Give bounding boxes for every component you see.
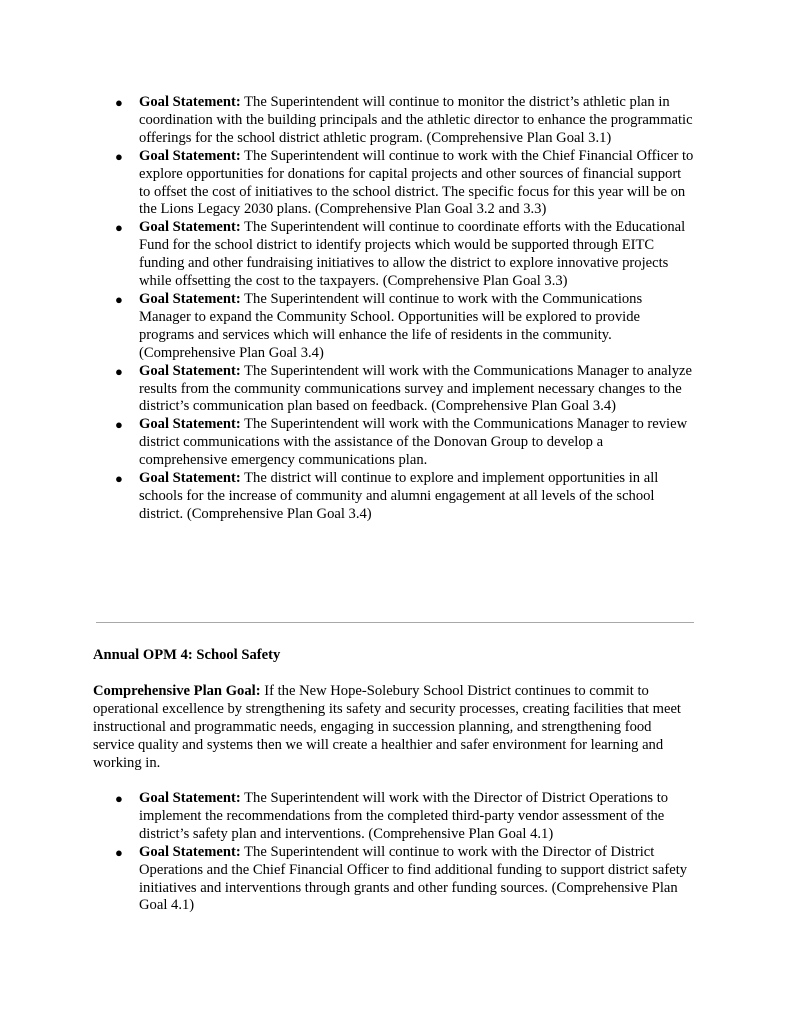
bullet-icon: ● bbox=[115, 417, 123, 433]
goal-text: The district will continue to explore and implement opportunities in all schools for the increase of community and alumni engagement at all levels of the school district. (Comprehensive Plan Goal 3.4) bbox=[139, 470, 659, 522]
bullet-icon: ● bbox=[115, 291, 123, 307]
goal-text: The Superintendent will continue to work with the Communications Manager to expand the Community School. Opportunities will be explored to provide programs and services which will enhance the life of residents in the community. (Comprehensive Plan Goal 3.4) bbox=[139, 290, 643, 361]
goal-text: The Superintendent will work with the Director of District Operations to implement the recommendations from the completed third-party vendor assessment of the district’s safety plan and interventions. (Comprehensive Plan Goal 4.1) bbox=[139, 790, 669, 842]
goal-label: Goal Statement: bbox=[139, 290, 241, 307]
goal-item bbox=[115, 470, 695, 524]
bullet-icon: ● bbox=[115, 148, 123, 164]
goal-label: Goal Statement: bbox=[139, 416, 241, 433]
goal-list-community bbox=[115, 94, 695, 524]
goal-label: Goal Statement: bbox=[139, 470, 241, 487]
goal-label: Goal Statement: bbox=[139, 219, 241, 236]
goal-item bbox=[115, 843, 695, 916]
goal-label: Goal Statement: bbox=[139, 362, 241, 379]
goal-text: The Superintendent will continue to coordinate efforts with the Educational Fund for the school district to identify projects which would be supported through EITC funding and other fundraising initiatives to allow the district to explore innovative projects while offsetting the cost to the taxpayers. (Comprehensive Plan Goal 3.3) bbox=[139, 219, 686, 290]
goal-item bbox=[115, 416, 695, 470]
bullet-icon: ● bbox=[115, 791, 123, 806]
bullet-icon: ● bbox=[115, 844, 123, 860]
bullet-icon: ● bbox=[115, 95, 123, 110]
goal-text: The Superintendent will continue to work with the Director of District Operations and the Chief Financial Officer to find additional funding to support district safety initiatives and interventions through grants and other funding sources. (Comprehensive Plan Goal 4.1) bbox=[139, 843, 688, 914]
goal-label: Goal Statement: bbox=[139, 843, 241, 860]
goal-list-safety bbox=[115, 790, 695, 915]
plan-goal-label: Comprehensive Plan Goal: bbox=[93, 683, 261, 699]
goal-item bbox=[115, 147, 695, 220]
goal-label: Goal Statement: bbox=[139, 790, 241, 806]
goal-label: Goal Statement: bbox=[139, 147, 241, 164]
goal-text: The Superintendent will continue to work with the Chief Financial Officer to explore opportunities for donations for capital projects and other sources of financial support to offset the cost of initiatives to the school district. The specific focus for this year will be on the Lions Legacy 2030 plans. (Comprehensive Plan Goal 3.2 and 3.3) bbox=[139, 147, 694, 218]
goal-text: The Superintendent will continue to monitor the district’s athletic plan in coordination with the building principals and the athletic director to enhance the programmatic offerings for the school district athletic program. (Comprehensive Plan Goal 3.1) bbox=[139, 94, 693, 146]
bullet-icon: ● bbox=[115, 220, 123, 236]
goal-item bbox=[115, 94, 695, 148]
bullet-icon: ● bbox=[115, 363, 123, 379]
section-divider bbox=[96, 622, 694, 623]
goal-text: The Superintendent will work with the Communications Manager to review district communications with the assistance of the Donovan Group to develop a comprehensive emergency communications plan. bbox=[139, 416, 688, 469]
bullet-icon: ● bbox=[115, 471, 123, 487]
comprehensive-plan-goal bbox=[93, 683, 695, 773]
goal-item bbox=[115, 362, 695, 417]
goal-text: The Superintendent will work with the Communications Manager to analyze results from the community communications survey and implement necessary changes to the district’s communication plan based on feedback. (Comprehensive Plan Goal 3.4) bbox=[139, 362, 692, 415]
goal-item bbox=[115, 219, 695, 291]
goal-label: Goal Statement: bbox=[139, 94, 241, 110]
plan-goal-text: If the New Hope-Solebury School District continues to commit to operational excellence by strengthening its safety and security processes, creating facilities that meet instructional and programmatic needs, engaging in succession planning, and strengthening food service quality and systems then we will create a healthier and safer environment for learning and working in. bbox=[93, 683, 681, 771]
section-heading: Annual OPM 4: School Safety bbox=[93, 647, 281, 663]
goal-item bbox=[115, 790, 695, 844]
goal-item bbox=[115, 290, 695, 363]
